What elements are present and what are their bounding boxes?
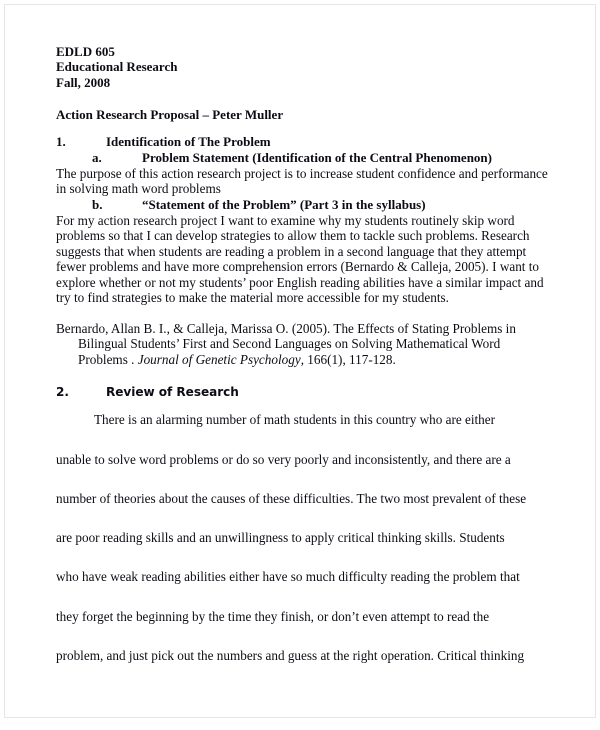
course-term: Fall, 2008 (56, 74, 111, 90)
section-1-number: 1. (56, 133, 66, 149)
section-1b-heading (92, 196, 548, 213)
section-2-body (56, 400, 548, 675)
body-line: number of theories about the causes of these difficulties. The two most prevalent of these (56, 490, 527, 506)
section-1-label: Identification of The Problem (106, 133, 271, 149)
section-2-number: 2. (56, 385, 69, 400)
body-line: problem, and just pick out the numbers and guess at the right operation. Critical thinking (56, 647, 525, 663)
document-content (56, 44, 548, 675)
section-1a-heading (92, 149, 548, 166)
body-line: are poor reading skills and an unwillingness to apply critical thinking skills. Students (56, 530, 505, 546)
reference-volume-pages: , 166(1), 117-128. (300, 351, 396, 367)
reference-entry (56, 321, 548, 367)
reference-journal-name: Journal of Genetic Psychology (137, 351, 301, 367)
section-1b-marker: b. (92, 196, 103, 212)
course-code: EDLD 605 (56, 44, 115, 59)
body-line: There is an alarming number of math students in this country who are either (94, 412, 496, 428)
section-2-heading (56, 384, 548, 400)
body-line: unable to solve word problems or do so very poorly and inconsistently, and there are a (56, 451, 511, 467)
section-1b-body: For my action research project I want to examine why my students routinely skip word problems so that I can develop strategies to allow them to tackle such problems. Research suggests that when students are reading a problem in a second language that they attempt fewer problems and have more comprehension errors (Bernardo & Calleja, 2005). I want to explore whether or not my students’ poor English reading abilities have a similar impact and try to find strategies to make the material more accessible for my students. (56, 213, 544, 306)
section-2-label: Review of Research (106, 385, 239, 400)
body-line: they forget the beginning by the time they finish, or don’t even attempt to read the (56, 608, 490, 624)
section-1a-label: Problem Statement (Identification of the Central Phenomenon) (142, 149, 492, 165)
body-line: who have weak reading abilities either have so much difficulty reading the problem that (56, 569, 520, 585)
page-title: Action Research Proposal – Peter Muller (56, 107, 284, 123)
document-page (4, 4, 596, 718)
reference-article-title: The Effects of Stating Problems in Bilingual Students’ First and Second Languages on Solving Mathematical Word Problems . (78, 320, 516, 367)
reference-authors-year: Bernardo, Allan B. I., & Calleja, Marissa O. (2005). (56, 320, 331, 336)
section-1a-marker: a. (92, 149, 102, 165)
section-1a-body: The purpose of this action research project is to increase student confidence and performance in solving math word problems (56, 166, 548, 197)
course-header (56, 44, 548, 90)
spacer (56, 123, 548, 134)
section-1b-label: “Statement of the Problem” (Part 3 in the syllabus) (142, 196, 426, 212)
course-name: Educational Research (56, 59, 178, 75)
section-1-heading (56, 133, 548, 150)
